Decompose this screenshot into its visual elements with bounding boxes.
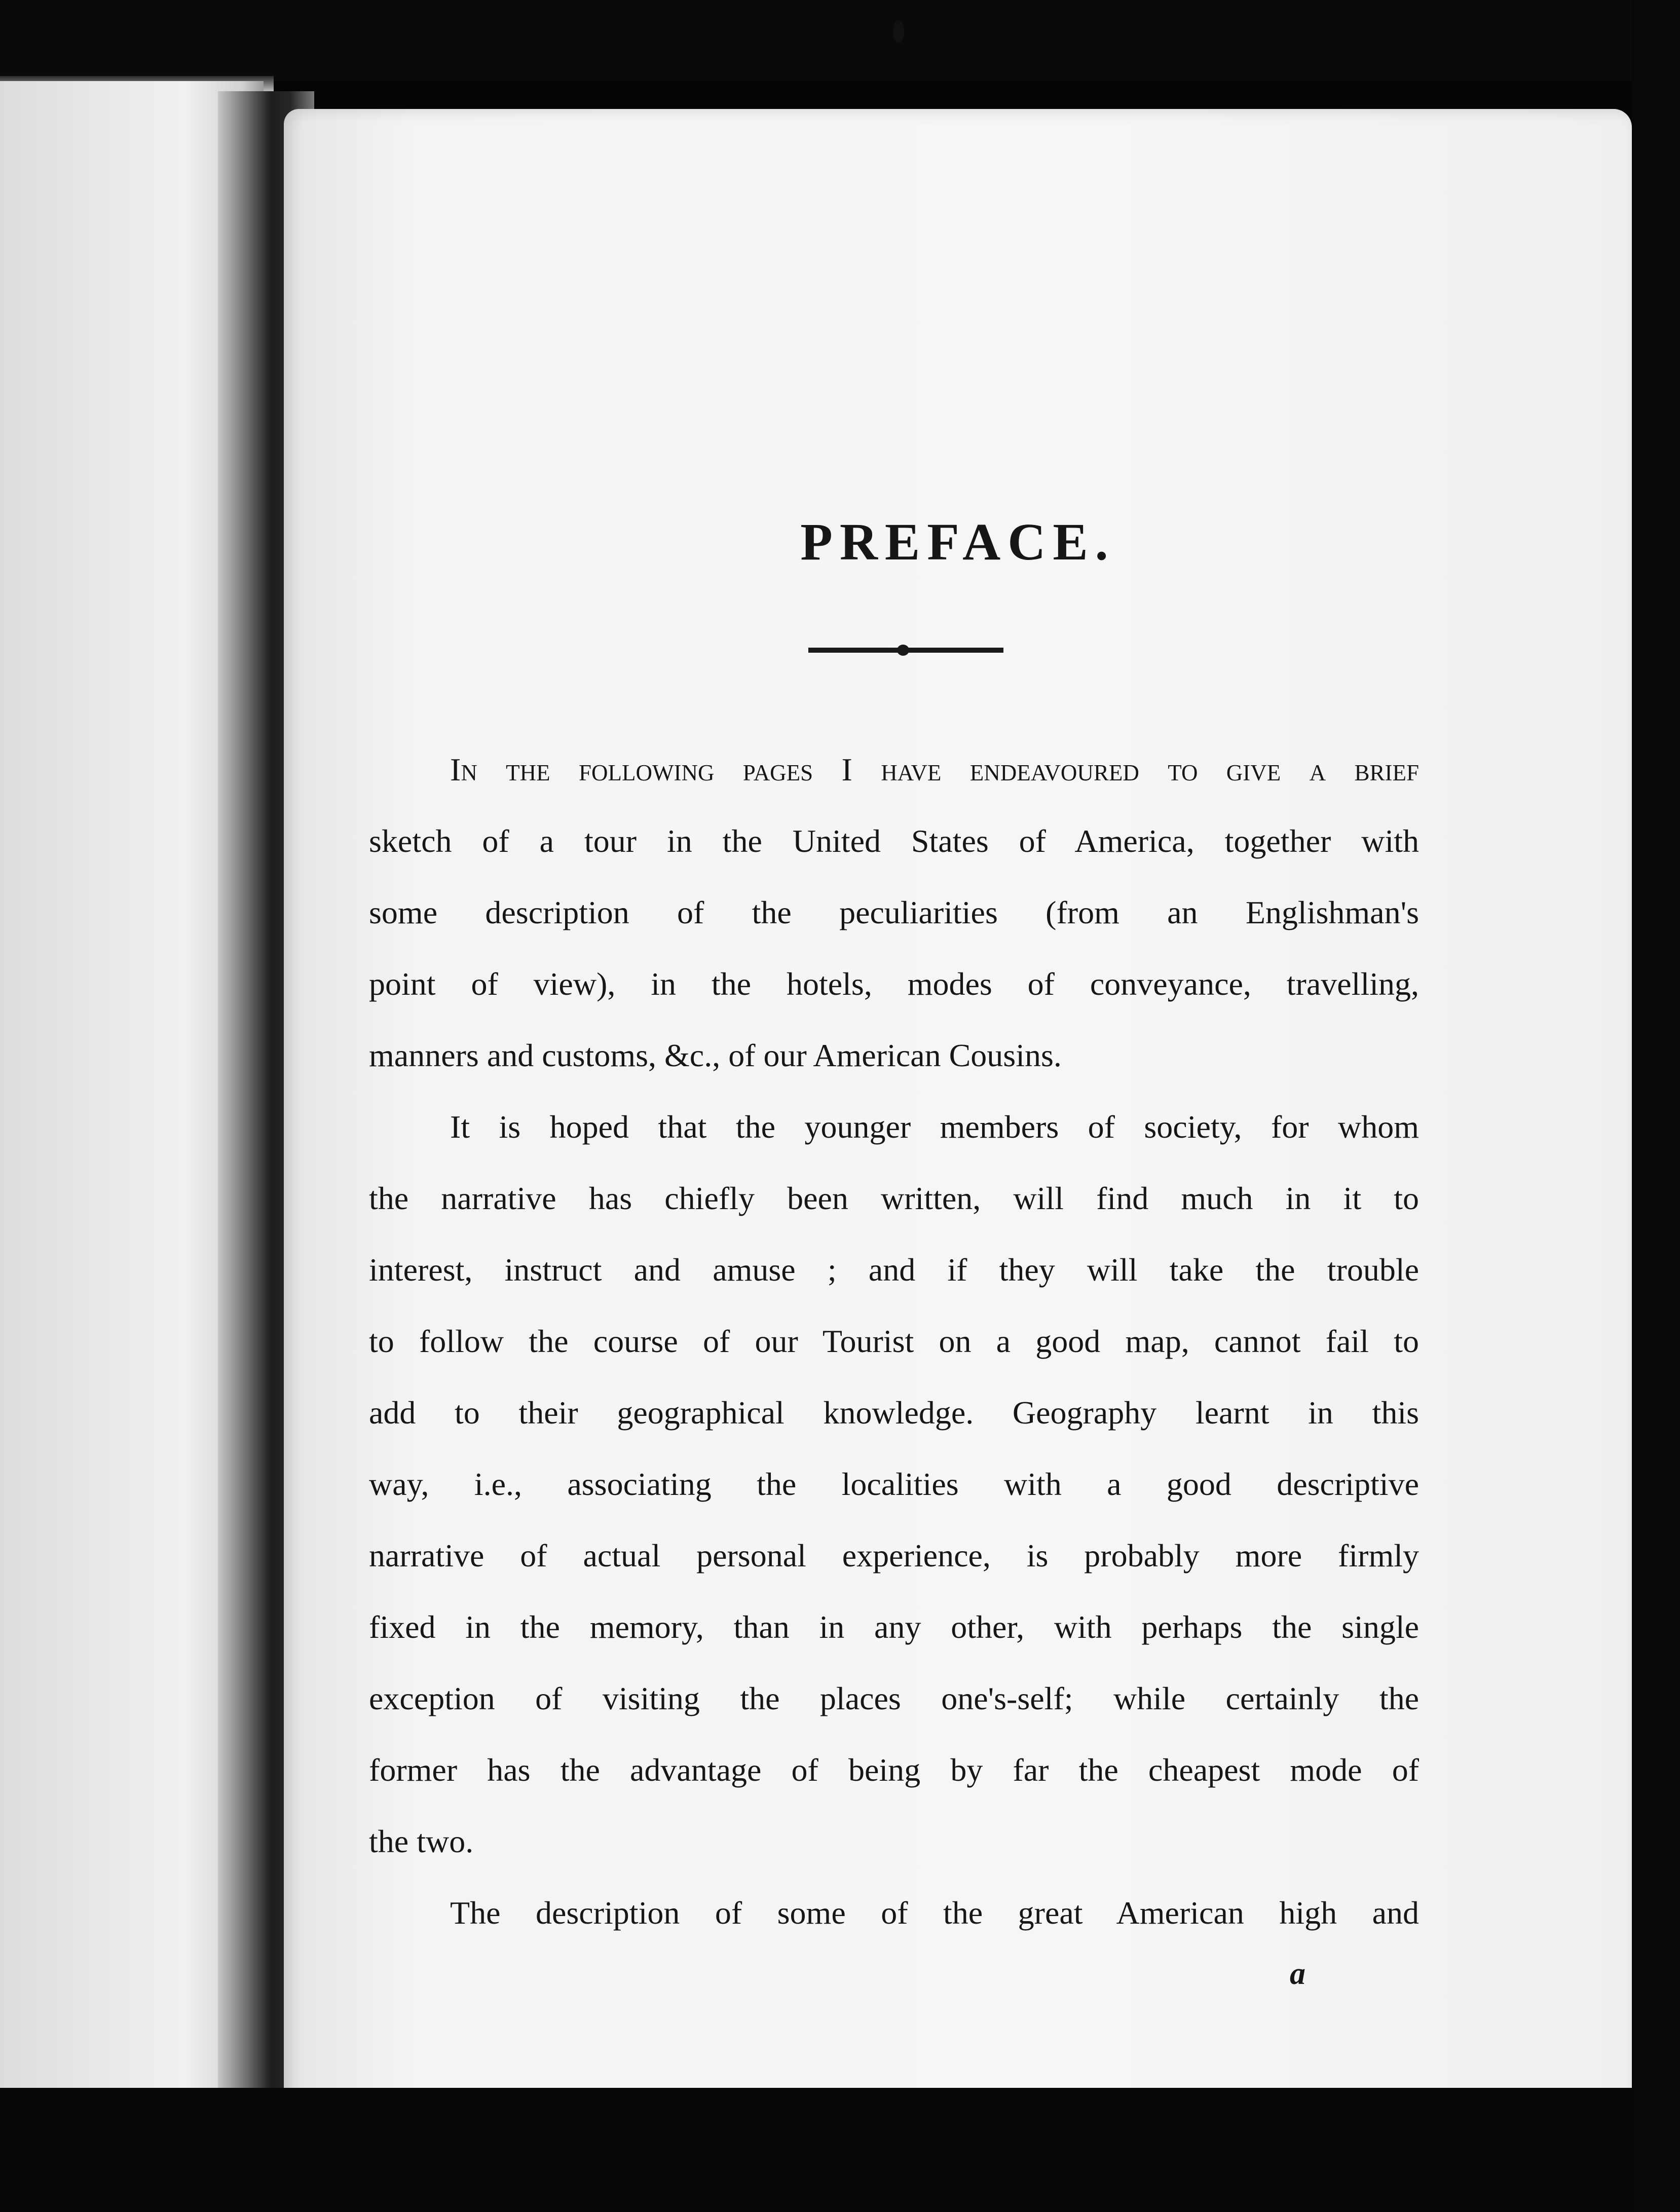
preface-body (369, 734, 1419, 1948)
signature-mark: a (1290, 1957, 1305, 1991)
text-line: add to their geographical knowledge. Geography learnt in this (369, 1395, 1419, 1431)
page-title: PREFACE. (800, 513, 1115, 571)
text-line: It is hoped that the younger members of society, for whom (450, 1109, 1419, 1145)
text-line: The description of some of the great American high and (450, 1895, 1419, 1931)
text-line: exception of visiting the places one's-self; while certainly the (369, 1680, 1419, 1716)
scan-bottom-border (0, 2088, 1680, 2212)
scan-top-border (0, 0, 1680, 81)
scan-speck (893, 20, 904, 43)
text-line: to follow the course of our Tourist on a good map, cannot fail to (369, 1323, 1419, 1359)
scan-right-border (1632, 0, 1680, 2212)
text-line: some description of the peculiarities (from an Englishman's (369, 894, 1419, 930)
text-line: the narrative has chiefly been written, will find much in it to (369, 1180, 1419, 1216)
text-line: point of view), in the hotels, modes of conveyance, travelling, (369, 966, 1419, 1002)
text-line: former has the advantage of being by far the cheapest mode of (369, 1752, 1419, 1788)
text-line: interest, instruct and amuse ; and if they will take the trouble (369, 1252, 1419, 1288)
text-line-content: In the following pages I have endeavoured to give a brief (450, 752, 1419, 788)
text-line: narrative of actual personal experience, is probably more firmly (369, 1538, 1419, 1573)
text-line: the two. (369, 1823, 474, 1859)
text-line (369, 734, 1419, 805)
text-line: manners and customs, &c., of our American Cousins. (369, 1037, 1062, 1073)
text-line: sketch of a tour in the United States of America, together with (369, 823, 1419, 859)
title-rule-ornament (897, 645, 909, 656)
text-line: way, i.e., associating the localities with a good descriptive (369, 1466, 1419, 1502)
text-line: fixed in the memory, than in any other, with perhaps the single (369, 1609, 1419, 1645)
